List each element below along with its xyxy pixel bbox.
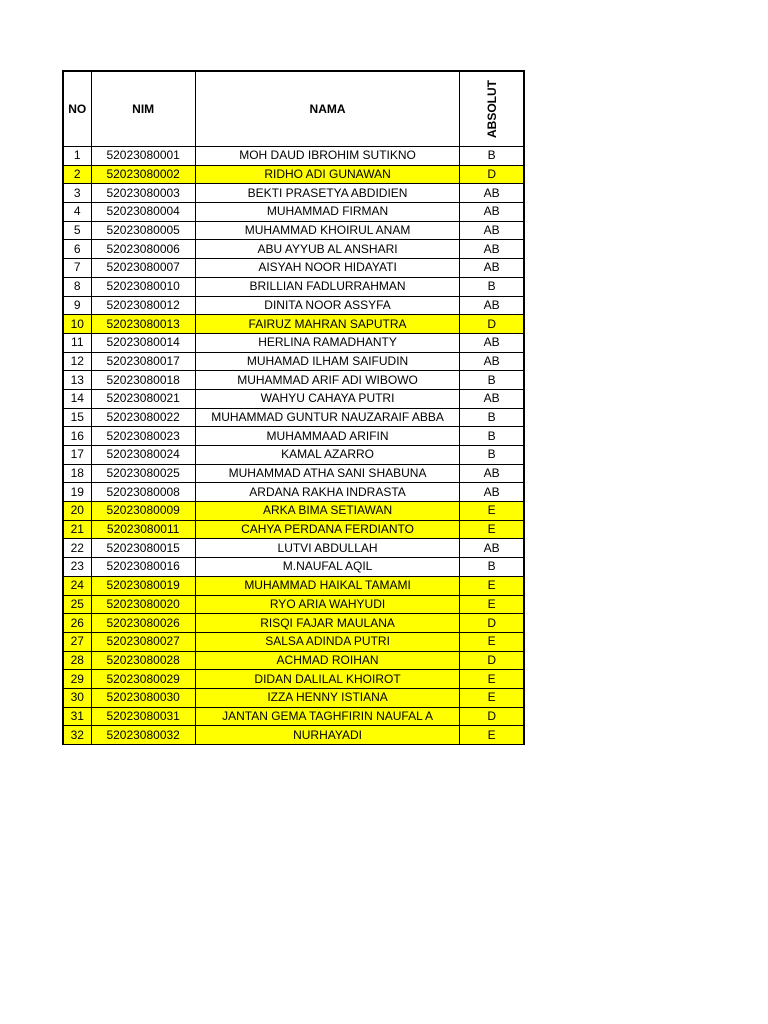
cell-no: 8 (63, 277, 91, 296)
cell-nama: BEKTI PRASETYA ABDIDIEN (195, 184, 460, 203)
cell-nim: 52023080028 (91, 651, 195, 670)
cell-nim: 52023080004 (91, 203, 195, 222)
cell-nim: 52023080015 (91, 539, 195, 558)
table-row (63, 670, 524, 689)
table-row (63, 165, 524, 184)
cell-nim: 52023080005 (91, 221, 195, 240)
cell-nama: HERLINA RAMADHANTY (195, 333, 460, 352)
cell-no: 10 (63, 315, 91, 334)
cell-nama: MUHAMMAD GUNTUR NAUZARAIF ABBA (195, 408, 460, 427)
table-header (63, 71, 524, 147)
cell-absolut: E (460, 520, 524, 539)
table-row (63, 147, 524, 166)
cell-no: 21 (63, 520, 91, 539)
cell-nama: CAHYA PERDANA FERDIANTO (195, 520, 460, 539)
cell-no: 27 (63, 632, 91, 651)
cell-absolut: E (460, 670, 524, 689)
cell-no: 15 (63, 408, 91, 427)
cell-absolut: AB (460, 389, 524, 408)
cell-absolut: E (460, 595, 524, 614)
cell-no: 12 (63, 352, 91, 371)
table-row (63, 427, 524, 446)
cell-nama: MUHAMMAAD ARIFIN (195, 427, 460, 446)
cell-absolut: E (460, 688, 524, 707)
table-row (63, 464, 524, 483)
cell-nim: 52023080001 (91, 147, 195, 166)
cell-nim: 52023080009 (91, 502, 195, 521)
cell-nama: BRILLIAN FADLURRAHMAN (195, 277, 460, 296)
cell-absolut: E (460, 632, 524, 651)
cell-no: 17 (63, 446, 91, 465)
cell-absolut: B (460, 427, 524, 446)
cell-no: 18 (63, 464, 91, 483)
cell-nama: MUHAMMAD KHOIRUL ANAM (195, 221, 460, 240)
cell-no: 3 (63, 184, 91, 203)
table-row (63, 688, 524, 707)
cell-nama: JANTAN GEMA TAGHFIRIN NAUFAL A (195, 707, 460, 726)
header-absolut-label: ABSOLUT (484, 80, 499, 138)
cell-nim: 52023080029 (91, 670, 195, 689)
cell-absolut: B (460, 277, 524, 296)
cell-no: 6 (63, 240, 91, 259)
cell-absolut: AB (460, 352, 524, 371)
cell-nim: 52023080006 (91, 240, 195, 259)
cell-absolut: AB (460, 464, 524, 483)
cell-no: 25 (63, 595, 91, 614)
table-row (63, 539, 524, 558)
cell-nama: RIDHO ADI GUNAWAN (195, 165, 460, 184)
cell-absolut: AB (460, 539, 524, 558)
cell-no: 26 (63, 614, 91, 633)
cell-nim: 52023080026 (91, 614, 195, 633)
cell-nim: 52023080011 (91, 520, 195, 539)
table-row (63, 408, 524, 427)
cell-nama: M.NAUFAL AQIL (195, 558, 460, 577)
cell-no: 7 (63, 259, 91, 278)
cell-nim: 52023080031 (91, 707, 195, 726)
cell-absolut: D (460, 614, 524, 633)
table-row (63, 502, 524, 521)
cell-no: 28 (63, 651, 91, 670)
table-row (63, 203, 524, 222)
cell-no: 22 (63, 539, 91, 558)
cell-absolut: AB (460, 259, 524, 278)
table-row (63, 576, 524, 595)
cell-absolut: B (460, 558, 524, 577)
cell-absolut: AB (460, 240, 524, 259)
table-row (63, 352, 524, 371)
cell-nama: IZZA HENNY ISTIANA (195, 688, 460, 707)
cell-absolut: E (460, 726, 524, 745)
cell-no: 13 (63, 371, 91, 390)
cell-nim: 52023080020 (91, 595, 195, 614)
cell-nim: 52023080012 (91, 296, 195, 315)
cell-no: 20 (63, 502, 91, 521)
cell-no: 19 (63, 483, 91, 502)
cell-absolut: D (460, 315, 524, 334)
cell-nama: SALSA ADINDA PUTRI (195, 632, 460, 651)
header-absolut (460, 71, 524, 147)
table-body (63, 147, 524, 745)
cell-no: 16 (63, 427, 91, 446)
cell-nama: MUHAMMAD ATHA SANI SHABUNA (195, 464, 460, 483)
cell-nama: MUHAMMAD FIRMAN (195, 203, 460, 222)
cell-nama: MUHAMMAD ARIF ADI WIBOWO (195, 371, 460, 390)
cell-nim: 52023080016 (91, 558, 195, 577)
cell-absolut: AB (460, 221, 524, 240)
cell-nama: NURHAYADI (195, 726, 460, 745)
cell-nim: 52023080018 (91, 371, 195, 390)
cell-nama: DIDAN DALILAL KHOIROT (195, 670, 460, 689)
cell-no: 30 (63, 688, 91, 707)
table-row (63, 446, 524, 465)
header-nama: NAMA (195, 71, 460, 147)
cell-absolut: AB (460, 203, 524, 222)
cell-nama: ABU AYYUB AL ANSHARI (195, 240, 460, 259)
cell-no: 5 (63, 221, 91, 240)
header-no: NO (63, 71, 91, 147)
cell-nama: RISQI FAJAR MAULANA (195, 614, 460, 633)
cell-nama: RYO ARIA WAHYUDI (195, 595, 460, 614)
cell-nim: 52023080032 (91, 726, 195, 745)
cell-absolut: D (460, 651, 524, 670)
cell-no: 4 (63, 203, 91, 222)
table-row (63, 483, 524, 502)
cell-nim: 52023080027 (91, 632, 195, 651)
cell-nama: WAHYU CAHAYA PUTRI (195, 389, 460, 408)
cell-absolut: AB (460, 483, 524, 502)
cell-absolut: D (460, 165, 524, 184)
cell-nama: LUTVI ABDULLAH (195, 539, 460, 558)
cell-nim: 52023080003 (91, 184, 195, 203)
cell-nim: 52023080010 (91, 277, 195, 296)
cell-no: 9 (63, 296, 91, 315)
table-row (63, 221, 524, 240)
table-row (63, 296, 524, 315)
cell-nim: 52023080025 (91, 464, 195, 483)
header-nim: NIM (91, 71, 195, 147)
cell-nim: 52023080014 (91, 333, 195, 352)
cell-absolut: D (460, 707, 524, 726)
cell-nim: 52023080008 (91, 483, 195, 502)
table-row (63, 707, 524, 726)
cell-nim: 52023080024 (91, 446, 195, 465)
cell-nim: 52023080030 (91, 688, 195, 707)
table-row (63, 333, 524, 352)
cell-absolut: E (460, 576, 524, 595)
header-absolut-wrap (460, 72, 523, 146)
cell-nama: ACHMAD ROIHAN (195, 651, 460, 670)
table-row (63, 259, 524, 278)
cell-no: 11 (63, 333, 91, 352)
table-row (63, 632, 524, 651)
table-row (63, 651, 524, 670)
cell-nama: KAMAL AZARRO (195, 446, 460, 465)
cell-nama: ARKA BIMA SETIAWAN (195, 502, 460, 521)
cell-nim: 52023080013 (91, 315, 195, 334)
cell-no: 14 (63, 389, 91, 408)
cell-no: 24 (63, 576, 91, 595)
cell-absolut: B (460, 371, 524, 390)
cell-absolut: B (460, 446, 524, 465)
cell-nim: 52023080007 (91, 259, 195, 278)
cell-absolut: E (460, 502, 524, 521)
cell-absolut: AB (460, 296, 524, 315)
cell-nama: MUHAMMAD HAIKAL TAMAMI (195, 576, 460, 595)
cell-no: 2 (63, 165, 91, 184)
cell-absolut: AB (460, 184, 524, 203)
table-row (63, 184, 524, 203)
cell-nim: 52023080002 (91, 165, 195, 184)
header-row (63, 71, 524, 147)
table-row (63, 520, 524, 539)
cell-no: 31 (63, 707, 91, 726)
cell-nama: FAIRUZ MAHRAN SAPUTRA (195, 315, 460, 334)
cell-no: 23 (63, 558, 91, 577)
table-row (63, 315, 524, 334)
cell-no: 1 (63, 147, 91, 166)
cell-nim: 52023080023 (91, 427, 195, 446)
student-grade-table (62, 70, 525, 745)
cell-nama: ARDANA RAKHA INDRASTA (195, 483, 460, 502)
cell-no: 29 (63, 670, 91, 689)
cell-absolut: B (460, 408, 524, 427)
cell-absolut: AB (460, 333, 524, 352)
table-row (63, 240, 524, 259)
table-row (63, 558, 524, 577)
table-row (63, 595, 524, 614)
cell-nama: MUHAMAD ILHAM SAIFUDIN (195, 352, 460, 371)
cell-nama: DINITA NOOR ASSYFA (195, 296, 460, 315)
cell-no: 32 (63, 726, 91, 745)
cell-nim: 52023080022 (91, 408, 195, 427)
table-row (63, 389, 524, 408)
cell-absolut: B (460, 147, 524, 166)
table-row (63, 371, 524, 390)
cell-nim: 52023080021 (91, 389, 195, 408)
table-row (63, 277, 524, 296)
table-row (63, 726, 524, 745)
cell-nim: 52023080019 (91, 576, 195, 595)
cell-nim: 52023080017 (91, 352, 195, 371)
table-row (63, 614, 524, 633)
cell-nama: MOH DAUD IBROHIM SUTIKNO (195, 147, 460, 166)
cell-nama: AISYAH NOOR HIDAYATI (195, 259, 460, 278)
